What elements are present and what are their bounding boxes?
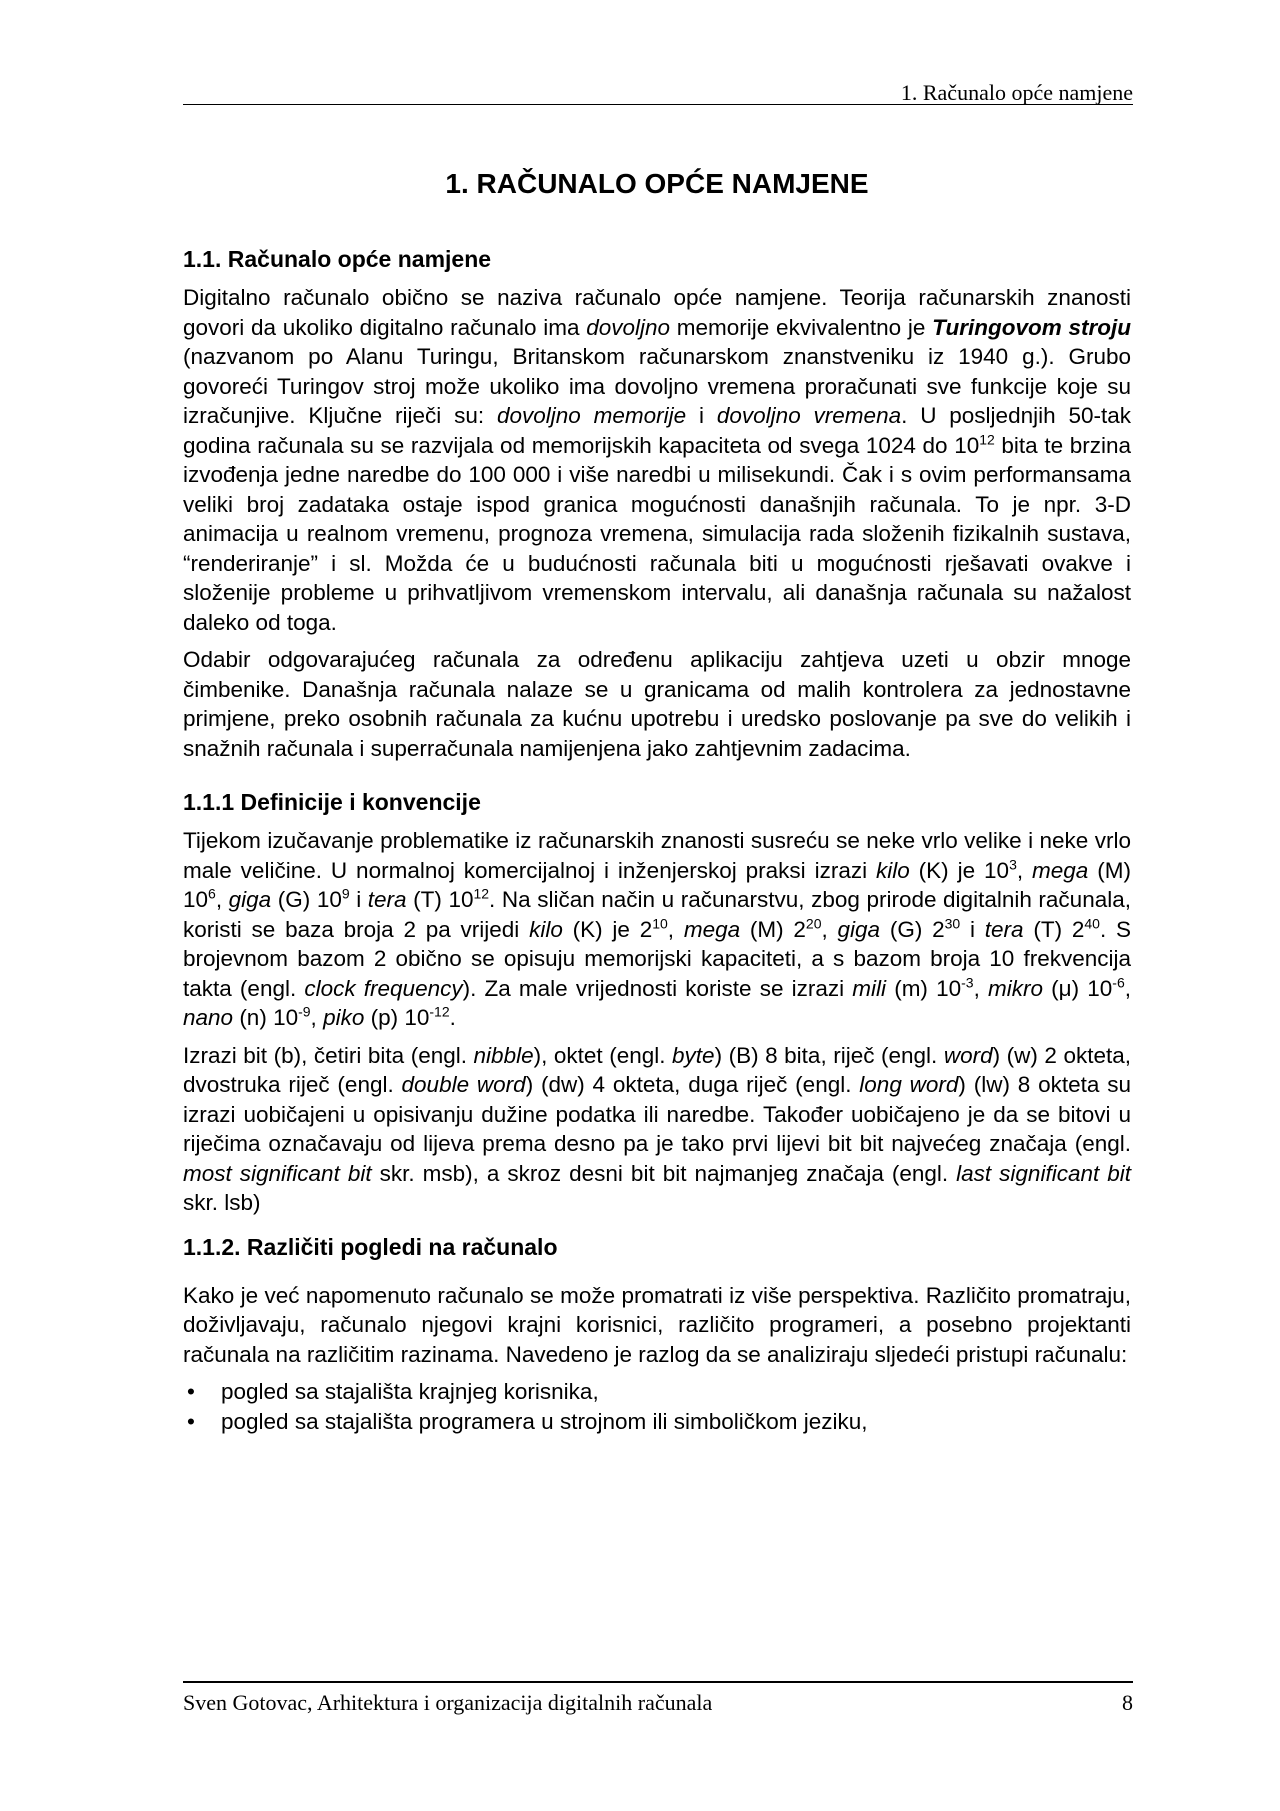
page-footer bbox=[183, 1690, 1133, 1716]
page-number: 8 bbox=[1122, 1690, 1133, 1715]
section-heading: 1.1.1 Definicije i konvencije bbox=[183, 789, 481, 815]
chapter-title: 1. RAČUNALO OPĆE NAMJENE bbox=[445, 168, 869, 199]
footer-rule bbox=[183, 1681, 1133, 1683]
running-header: 1. Računalo opće namjene bbox=[900, 80, 1133, 105]
header-rule bbox=[183, 104, 1133, 105]
paragraph: Digitalno računalo obično se naziva računalo opće namjene. Teorija računarskih znanosti govori da ukoliko digitalno računalo ima dovoljno memorije ekvivalentno je Turingovom stroju (nazvanom po Alanu Turingu, Britanskom računarskom znanstveniku iz 1940 g.). Grubo govoreći Turingov stroj može ukoliko ima dovoljno vremena proračunati sve funkcije koje su izračunjive. Ključne riječi su: dovoljno memorije i dovoljno vremena. U posljednjih 50-tak godina računala su se razvijala od memorijskih kapaciteta od svega 1024 do $10^{12}$ bita te brzina izvođenja jedne naredbe do 100 000 i više naredbi u milisekundi. Čak i s ovim performansama veliki broj zadataka ostaje ispod granica mogućnosti današnjih računala. To je npr. 3-D animacija u realnom vremenu, prognoza vremena, simulacija rada složenih fizikalnih sustava, “renderiranje” i sl. Možda će u budućnosti računala biti u mogućnosti rješavati ovakve i složenije probleme u prihvatljivom vremenskom intervalu, ali današnja računala su nažalost daleko od toga. bbox=[183, 285, 1131, 635]
paragraph: Odabir odgovarajućeg računala za određenu aplikaciju zahtjeva uzeti u obzir mnoge čimbenike. Današnja računala nalaze se u granicama od malih kontrolera za jednostavne primjene, preko osobnih računala za kućnu upotrebu i uredsko poslovanje pa sve do velikih i snažnih računala i superračunala namijenjena jako zahtjevnim zadacima. bbox=[183, 647, 1131, 761]
section-heading: 1.1. Računalo opće namjene bbox=[183, 246, 492, 272]
page-content bbox=[183, 168, 1131, 1436]
footer-text: Sven Gotovac, Arhitektura i organizacija digitalnih računala bbox=[183, 1690, 713, 1715]
bullet-icon: • bbox=[187, 1408, 195, 1434]
bullet-list bbox=[183, 1377, 1131, 1436]
paragraph: Tijekom izučavanje problematike iz računarskih znanosti susreću se neke vrlo velike i neke vrlo male veličine. U normalnoj komercijalnoj i inženjerskoj praksi izrazi kilo (K) je $10^3$, mega (M) $10^6$, giga (G) $10^9$ i tera (T) $10^{12}$. Na sličan način u računarstvu, zbog prirode digitalnih računala, koristi se baza broja 2 pa vrijedi kilo (K) je $2^{10}$, mega (M) $2^{20}$, giga (G) $2^{30}$ i tera (T) $2^{40}$. S brojevnom bazom 2 obično se opisuju memorijski kapaciteti, a s bazom broja 10 frekvencija takta (engl. clock frequency). Za male vrijednosti koriste se izrazi mili (m) $10^{-3}$, mikro (μ) $10^{-6}$, nano (n) $10^{-9}$, piko (p) $10^{-12}$. bbox=[183, 828, 1131, 1030]
list-item: • pogled sa stajališta programera u strojnom ili simboličkom jeziku, bbox=[183, 1407, 1131, 1437]
paragraph: Kako je već napomenuto računalo se može promatrati iz više perspektiva. Različito promatraju, doživljavaju, računalo njegovi krajni korisnici, različito programeri, a posebno projektanti računala na različitim razinama. Navedeno je razlog da se analiziraju sljedeći pristupi računalu: bbox=[183, 1282, 1131, 1367]
list-item: • pogled sa stajališta krajnjeg korisnika, bbox=[183, 1377, 1131, 1407]
paragraph: Izrazi bit (b), četiri bita (engl. nibble), oktet (engl. byte) (B) 8 bita, riječ (engl. word) (w) 2 okteta, dvostruka riječ (engl. double word) (dw) 4 okteta, duga riječ (engl. long word) (lw) 8 okteta su izrazi uobičajeni u opisivanju dužine podatka ili naredbe. Također uobičajeno je da se bitovi u riječima označavaju od lijeva prema desno pa je tako prvi lijevi bit bit najvećeg značaja (engl. most significant bit skr. msb), a skroz desni bit bit najmanjeg značaja (engl. last significant bit skr. lsb) bbox=[183, 1042, 1132, 1215]
section-heading: 1.1.2. Različiti pogledi na računalo bbox=[183, 1233, 558, 1260]
bullet-icon: • bbox=[187, 1379, 195, 1404]
